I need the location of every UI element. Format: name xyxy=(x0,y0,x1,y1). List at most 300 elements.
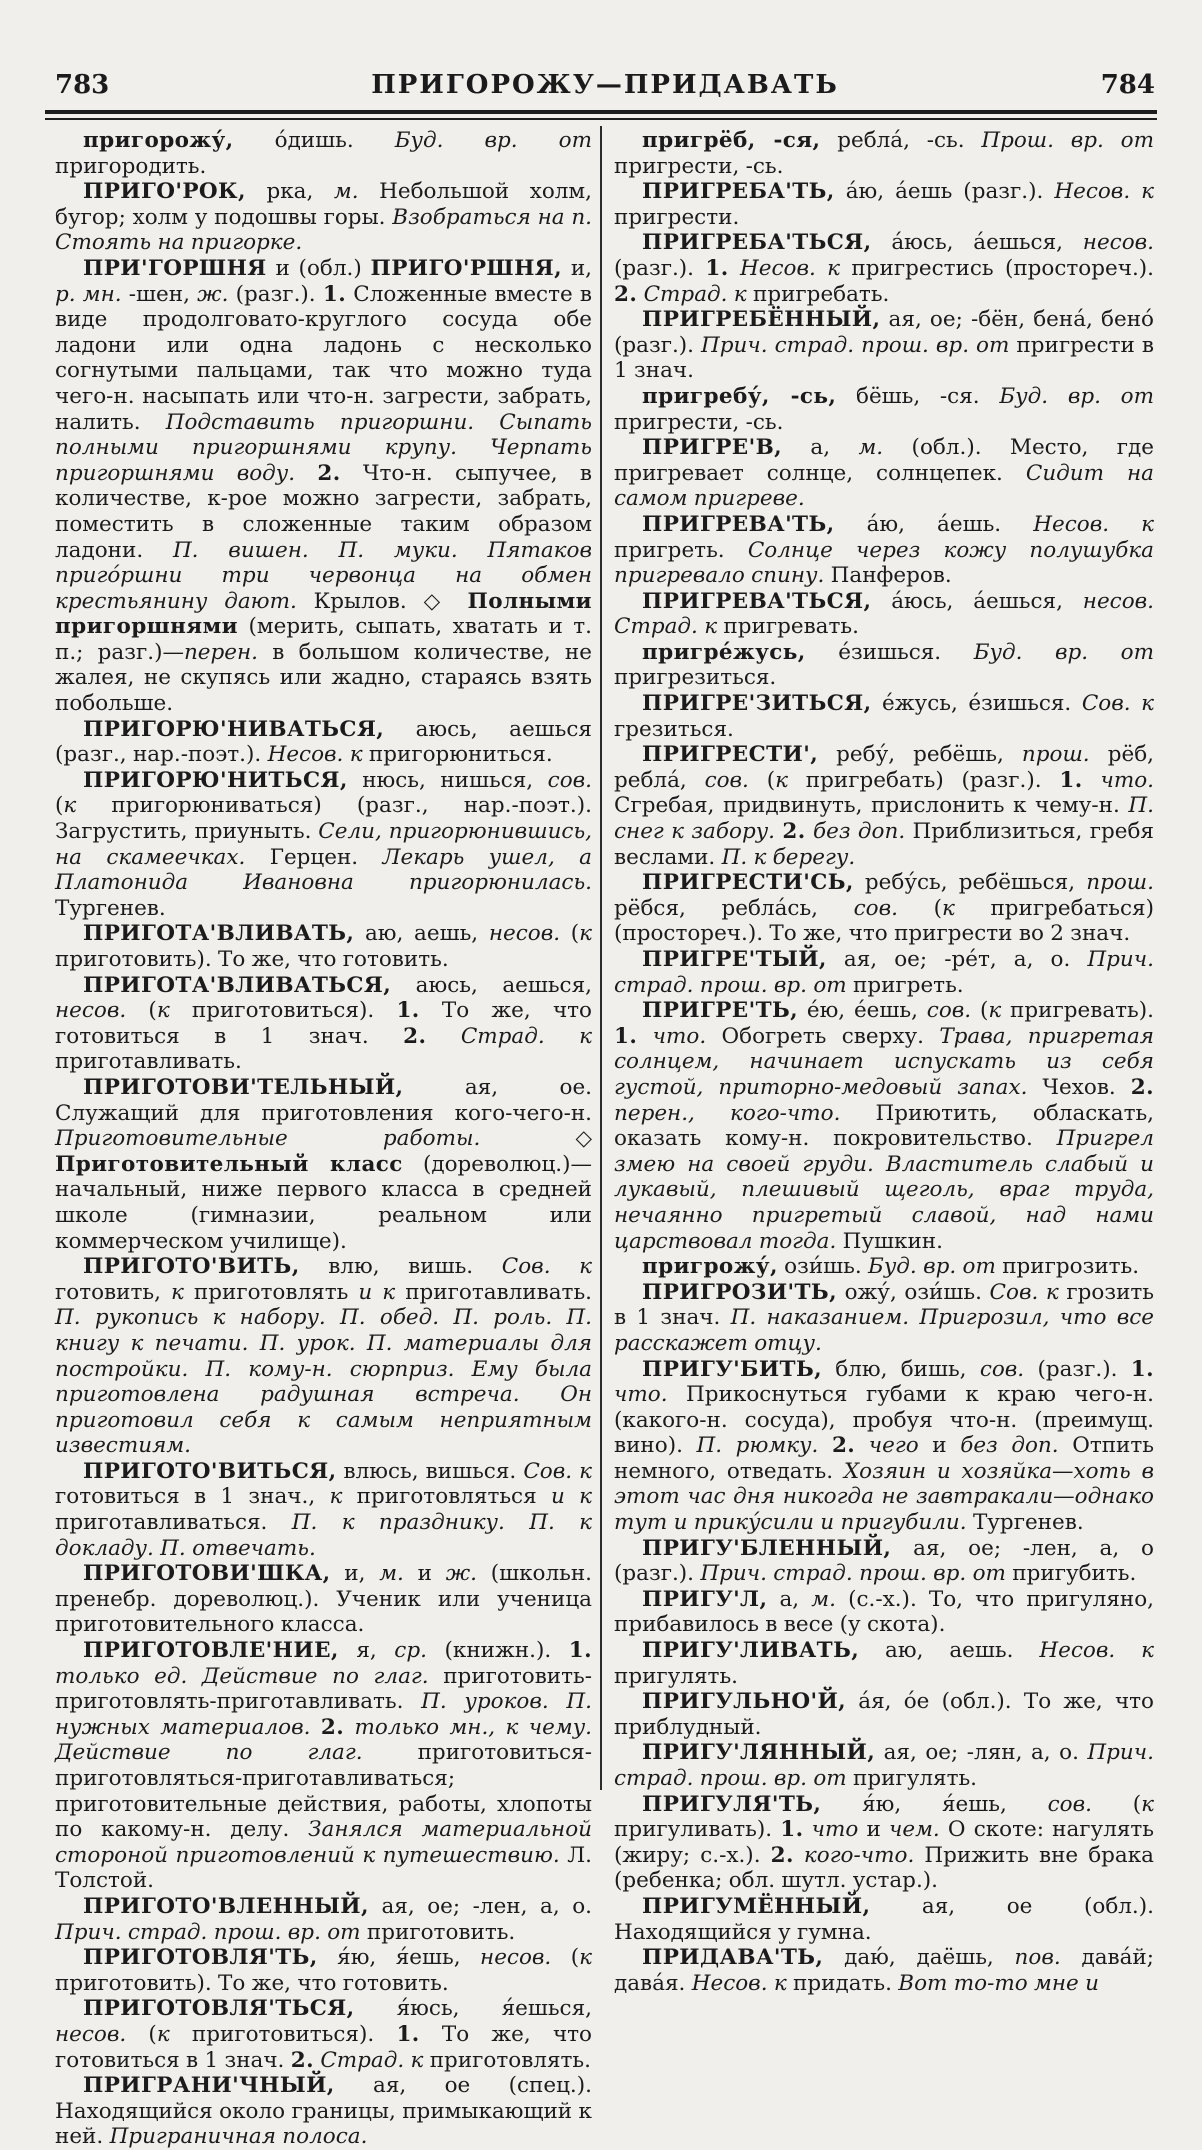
entry-text: и (обл.) xyxy=(266,255,371,281)
entry-text: рёбся, ребла́сь, xyxy=(614,895,854,921)
entry-text xyxy=(729,256,740,281)
italic-label: несов. xyxy=(55,998,127,1024)
italic-label: несов. xyxy=(480,1945,552,1971)
headword: ПРИГОРЮ'НИВАТЬСЯ, xyxy=(83,716,385,742)
dictionary-entry xyxy=(614,1357,1154,1536)
headword: пригребу́, -сь, xyxy=(642,383,837,409)
entry-text: Прикоснуться губами к краю чего-н. (какого-н. сосуда), пробуя что-н. (преимущ. вино). xyxy=(614,1382,1154,1459)
entry-text: Отпить немного, отведать. xyxy=(614,1433,1154,1484)
entry-text: приготовиться-приготовляться-приготавливаться; приготовительные действия, работы, хлопоты по какому-н. делу. xyxy=(55,1740,592,1843)
italic-label: Сидит на самом пригреве. xyxy=(614,460,1154,512)
italic-label: только мн., к чему. Действие по глаг. xyxy=(55,1714,593,1766)
italic-label: Сов. к xyxy=(523,1458,592,1484)
entry-text: Приютить, обласкать, оказать кому-н. покровительство. xyxy=(614,1100,1154,1152)
bold-text: 1. xyxy=(396,2021,420,2047)
entry-text: Чехов. xyxy=(1027,1074,1131,1100)
italic-label: сов. xyxy=(547,767,592,793)
dictionary-entry xyxy=(614,1740,1154,1791)
entry-text: ( xyxy=(560,921,580,947)
headword: пригорожу́, xyxy=(83,128,234,153)
entry-text xyxy=(855,1433,869,1458)
italic-label: П. к празднику. П. к докладу. П. отвечать. xyxy=(55,1510,592,1561)
entry-text: ая, ое; -лен, а, о. xyxy=(368,1893,592,1919)
entry-text: приготовиться). xyxy=(169,2021,397,2047)
dictionary-entry xyxy=(614,1792,1154,1894)
italic-label: к xyxy=(329,1484,343,1510)
headword: ПРИГОТОВЛЕ'НИЕ, xyxy=(83,1638,339,1664)
bold-text: 1. xyxy=(396,998,420,1024)
italic-label: перен. xyxy=(183,639,259,665)
headword: ПРИГУЛЬНО'Й, xyxy=(642,1689,847,1715)
dictionary-entry xyxy=(614,384,1154,435)
entry-text: приготовить-приготовлять-приготавливать. xyxy=(55,1663,592,1715)
dictionary-entry xyxy=(55,1075,592,1254)
italic-label: Сели, пригорюнившись, на скамеечках. xyxy=(55,819,592,870)
italic-label: сов. xyxy=(853,895,898,921)
italic-label: сов. xyxy=(979,1356,1025,1382)
italic-label: Прич. страд. прош. вр. от xyxy=(700,1561,1006,1587)
entry-text: Небольшой холм, бугор; холм у подошвы горы. xyxy=(55,179,592,230)
italic-label: Буд. вр. от xyxy=(868,1254,996,1280)
italic-label: Солнце через кожу полушубка пригревало спину. xyxy=(614,537,1154,589)
headword: ПРИГРЕБЁННЫЙ, xyxy=(642,307,881,333)
entry-text: (разг.). xyxy=(1024,1356,1131,1382)
italic-label: П. наказанием. Пригрозил, что все расскажет отцу. xyxy=(614,1305,1154,1356)
headword: ПРИГРЕ'ЗИТЬСЯ, xyxy=(642,691,872,717)
italic-label: что. xyxy=(1100,767,1154,793)
entry-text: ая, ое; -бён, бена́, бено́ (разг.). xyxy=(614,307,1154,358)
entry-text: Прижить вне брака (ребенка; обл. шутл. устар.). xyxy=(614,1842,1154,1894)
entry-text: и xyxy=(858,1817,889,1843)
entry-text: пригуливать). xyxy=(614,1817,781,1843)
entry-text: (разг.). xyxy=(228,281,323,307)
dictionary-entry xyxy=(614,947,1154,998)
italic-label: Вот то-то мне и xyxy=(898,1970,1099,1996)
entry-text: я́юсь, я́ешься, xyxy=(354,1996,592,2022)
entry-text: Сложенные вместе в виде продолговато-круглого сосуда обе ладони или одна ладонь с несколько согнутыми пальцами, так что можно туда чего-н. насыпать или что-н. загрести, забрать, налить. xyxy=(55,281,593,435)
dictionary-entry xyxy=(55,128,592,179)
entry-text: нюсь, нишься, xyxy=(347,767,548,793)
dictionary-entry xyxy=(55,1945,592,1996)
entry-text xyxy=(295,461,317,486)
entry-text xyxy=(310,1715,320,1740)
entry-text: То же, что готовиться в 1 знач. xyxy=(55,998,592,1049)
italic-label: Сов. к xyxy=(989,1279,1059,1305)
dictionary-entry xyxy=(614,1280,1154,1357)
entry-text: пригорюниться. xyxy=(362,742,553,768)
dictionary-entry xyxy=(614,1894,1154,1945)
entry-text: ◇ xyxy=(480,1126,593,1152)
italic-label: сов. xyxy=(1047,1791,1092,1817)
entry-text: Обогреть сверху. xyxy=(706,1023,940,1049)
column-right xyxy=(614,128,1154,1996)
entry-text: (обл.). Место, где пригревает солнце, солнцепек. xyxy=(614,435,1155,486)
entry-text: пригулять. xyxy=(846,1766,977,1791)
entry-text: пригревать). xyxy=(1001,998,1154,1024)
italic-label: к xyxy=(775,767,788,793)
entry-text: ( xyxy=(971,998,989,1024)
italic-label: ср. xyxy=(394,1638,427,1664)
italic-label: Лекарь ушел, а Платонида Ивановна пригорюнилась. xyxy=(55,844,592,896)
entry-text: приготовляться xyxy=(342,1484,551,1510)
entry-text: ожу́, ози́шь. xyxy=(836,1279,990,1305)
italic-label: Буд. вр. от xyxy=(394,128,592,153)
bold-text: 1. xyxy=(568,1638,592,1664)
entry-text xyxy=(818,1433,832,1458)
entry-text: е́жусь, е́зишься. xyxy=(871,691,1082,717)
italic-label: Несов. к xyxy=(1033,511,1154,537)
italic-label: что. xyxy=(614,1382,668,1408)
entry-text: готовить, xyxy=(55,1279,171,1305)
italic-label: Приготовительные работы. xyxy=(55,1126,481,1152)
bold-text: Приготовительный класс xyxy=(55,1151,403,1177)
entry-text: аю, аешь, xyxy=(354,921,489,947)
entry-text: влюсь, вишься. xyxy=(336,1458,524,1484)
entry-text: (школьн. пренебр. дореволюц.). Ученик или ученица приготовительного класса. xyxy=(55,1561,593,1638)
headword: ПРИГРЕБА'ТЬ, xyxy=(642,179,835,205)
headword: ПРИГРЕ'ТЫЙ, xyxy=(642,947,827,972)
entry-text: и xyxy=(918,1433,961,1459)
italic-label: к xyxy=(156,2021,170,2047)
italic-label: Трава, пригретая солнцем, начинает испускать из себя густой, приторно-медовый запах. xyxy=(614,1023,1154,1100)
italic-label: м. xyxy=(379,1561,404,1587)
italic-label: Прич. страд. прош. вр. от xyxy=(701,332,1010,358)
entry-text: приготовлять. xyxy=(423,2047,591,2073)
bold-text: 1. xyxy=(705,255,729,281)
dictionary-entry xyxy=(55,1996,592,2073)
entry-text xyxy=(344,1715,354,1740)
bold-text: 2. xyxy=(782,819,806,845)
dictionary-entry xyxy=(614,1254,1154,1280)
headword: ПРИДАВА'ТЬ, xyxy=(642,1945,824,1971)
entry-text: приготовить. xyxy=(360,1919,516,1945)
italic-label: Несов. к xyxy=(1054,179,1154,205)
headword: ПРИГОТА'ВЛИВАТЬСЯ, xyxy=(83,972,392,998)
entry-text: ( xyxy=(1091,1791,1142,1817)
italic-label: и к xyxy=(550,1484,592,1510)
entry-text: я́ю, я́ешь, xyxy=(317,1945,481,1971)
dictionary-entry xyxy=(55,973,592,1075)
italic-label: Сов. к xyxy=(1081,691,1154,717)
entry-text: приготовить). То же, что готовить. xyxy=(55,947,449,972)
italic-label: Несов. к xyxy=(1039,1638,1154,1664)
dictionary-entry xyxy=(614,307,1154,384)
headword: ПРИГУ'БИТЬ, xyxy=(642,1356,822,1382)
entry-text: ( xyxy=(897,895,942,921)
italic-label: м. xyxy=(858,435,884,461)
dictionary-entry xyxy=(55,1894,592,1945)
entry-text: рка, xyxy=(245,179,334,205)
italic-label: Страд. к xyxy=(320,2047,424,2073)
italic-label: ж. xyxy=(445,1561,477,1587)
bold-text: ПРИГО'РШНЯ, xyxy=(370,255,563,281)
entry-text: ая, ое. Служащий для приготовления кого-чего-н. xyxy=(55,1074,592,1126)
italic-label: прош. xyxy=(1086,870,1154,896)
italic-label: м. xyxy=(811,1586,836,1612)
entry-text: Что-н. сыпучее, в количестве, к-рое можно загрести, забрать, поместить в сложенные таким образом ладони. xyxy=(55,460,592,563)
entry-text xyxy=(426,1024,460,1049)
entry-text: ( xyxy=(551,1945,580,1971)
italic-label: П. рюмку. xyxy=(696,1433,819,1459)
entry-text: (книжн.). xyxy=(426,1638,569,1664)
headword: ПРИГУ'ЛИВАТЬ, xyxy=(642,1638,860,1664)
italic-label: чего xyxy=(868,1433,919,1459)
italic-label: к xyxy=(941,895,955,921)
dictionary-entry xyxy=(614,435,1154,512)
dictionary-entry xyxy=(55,2073,592,2150)
dictionary-entry xyxy=(614,1638,1154,1689)
entry-text: блю, бишь, xyxy=(821,1356,980,1382)
entry-text: приготовлять xyxy=(183,1279,359,1305)
entry-text: Сгребая, придвинуть, прислонить к чему-н. xyxy=(614,793,1129,819)
italic-label: чем. xyxy=(889,1817,940,1843)
italic-label: что. xyxy=(652,1023,707,1049)
italic-label: к xyxy=(579,921,592,947)
headword: ПРИГРЕ'ТЬ, xyxy=(642,998,798,1024)
italic-label: пов. xyxy=(1014,1945,1061,1971)
entry-text xyxy=(806,819,813,844)
italic-label: Подставить пригоршни. Сыпать полными пригоршнями крупу. Черпать пригоршнями воду. xyxy=(55,409,592,486)
headword: ПРИГОТО'ВИТЬ, xyxy=(83,1254,300,1280)
entry-text: аюсь, аешься (разг., нар.-поэт.). xyxy=(55,716,592,768)
headword: ПРИГОТОВИ'ТЕЛЬНЫЙ, xyxy=(83,1074,404,1100)
entry-text: а́ю, а́ешь. xyxy=(834,511,1034,537)
entry-text: пригорюниваться) (разг., нар.-поэт.). Загрустить, приуныть. xyxy=(55,793,592,845)
entry-text: приготовиться). xyxy=(169,998,397,1024)
italic-label: Буд. вр. от xyxy=(973,639,1154,665)
bold-text: 2. xyxy=(403,1023,427,1049)
italic-label: Страд. к xyxy=(643,281,747,307)
headword: пригре́жусь, xyxy=(642,639,806,665)
column-left xyxy=(55,128,592,2150)
bold-text: 1. xyxy=(1130,1356,1154,1382)
italic-label: Занялся материальной стороной приготовлений к путешествию. xyxy=(55,1817,592,1868)
bold-text: 2. xyxy=(614,281,638,307)
entry-text: аю, аешь. xyxy=(859,1638,1040,1664)
dictionary-entry xyxy=(614,998,1154,1254)
italic-label: несов. xyxy=(55,2021,127,2047)
entry-text: а́юсь, а́ешься, xyxy=(871,230,1083,256)
dictionary-entry xyxy=(55,1459,592,1561)
italic-label: м. xyxy=(333,179,359,205)
entry-text: е́ю, е́ешь, xyxy=(798,998,927,1024)
entry-text: То же, что готовиться в 1 знач. xyxy=(55,2021,592,2073)
entry-text: (дореволюц.)—начальный, ниже первого класса в средней школе (гимназии, реальном или коммерческом училище). xyxy=(55,1151,592,1254)
bold-text: 1. xyxy=(780,1817,804,1843)
entry-text: Приблизиться, гребя веслами. xyxy=(614,819,1154,870)
entry-text: ребла́, -сь. xyxy=(820,128,982,153)
dictionary-entry xyxy=(614,1536,1154,1587)
entry-text: приготавливать. xyxy=(395,1279,592,1305)
italic-label: П. снег к забору. xyxy=(614,793,1154,845)
entry-text: и, xyxy=(562,255,592,281)
italic-label: к xyxy=(1141,1791,1154,1817)
entry-text: пригрести в 1 знач. xyxy=(614,332,1154,384)
italic-label: Несов. к xyxy=(267,742,363,768)
headword: ПРИГУМЁННЫЙ, xyxy=(642,1893,871,1919)
dictionary-entry xyxy=(614,742,1154,870)
entry-text: Тургенев. xyxy=(966,1510,1084,1536)
entry-text: пригрозить. xyxy=(995,1254,1140,1280)
italic-label: прош. xyxy=(1021,742,1090,768)
entry-text: придать. xyxy=(786,1970,899,1996)
dictionary-entry xyxy=(55,179,592,256)
italic-label: Прич. страд. прош. вр. от xyxy=(614,1740,1154,1791)
entry-text: ая, ое; -лян, а, о. xyxy=(875,1740,1088,1766)
dictionary-entry xyxy=(614,128,1154,179)
headword: ПРИГОТО'ВИТЬСЯ, xyxy=(83,1458,337,1484)
entry-text: ( xyxy=(126,2021,157,2047)
headword: пригрожу́, xyxy=(642,1254,778,1280)
headword: ПРИГРАНИ'ЧНЫЙ, xyxy=(83,2073,335,2099)
entry-text: пригрезиться. xyxy=(614,665,777,691)
italic-label: Прич. страд. прош. вр. от xyxy=(614,947,1154,998)
headword: ПРИГРЕСТИ', xyxy=(642,742,819,768)
headword: ПРИГОТОВЛЯ'ТЬ, xyxy=(83,1945,318,1971)
italic-label: Сов. к xyxy=(501,1254,593,1280)
bold-text: 2. xyxy=(770,1842,794,1868)
entry-text: пригрестись (простореч.). xyxy=(840,255,1155,281)
italic-label: несов. Страд. к xyxy=(614,588,1154,640)
italic-label: сов. xyxy=(704,767,749,793)
entry-text: готовиться в 1 знач., xyxy=(55,1484,330,1510)
italic-label: П. к берегу. xyxy=(721,844,856,870)
italic-label: р. мн. xyxy=(55,281,122,307)
headword: ПРИГУ'ЛЯННЫЙ, xyxy=(642,1740,876,1766)
entry-text: е́зишься. xyxy=(805,639,974,665)
entry-text xyxy=(794,1843,804,1868)
headword: ПРИГУ'БЛЕННЫЙ, xyxy=(642,1535,892,1561)
page-number-right: 784 xyxy=(1100,70,1155,100)
dictionary-entry xyxy=(55,921,592,972)
dictionary-entry xyxy=(55,256,592,717)
entry-text: приготовить). То же, что готовить. xyxy=(55,1970,449,1996)
bold-text: 2. xyxy=(1130,1074,1154,1100)
entry-text: пригребать. xyxy=(746,281,890,307)
dictionary-entry xyxy=(614,870,1154,947)
dictionary-entry xyxy=(614,640,1154,691)
entry-text: пригреть. xyxy=(846,972,964,998)
headword: ПРИ'ГОРШНЯ xyxy=(83,255,267,281)
bold-text: 2. xyxy=(320,1714,345,1740)
bold-text: 2. xyxy=(290,2047,314,2073)
italic-label: П. рукопись к набору. П. обед. П. роль. П. книгу к печати. П. урок. П. материалы для постройки. П. кому-н. сюрприз. Ему была приготовлена радушная встреча. Он приготовил себя к самым неприятным известиям. xyxy=(55,1305,592,1459)
italic-label: Несов. к xyxy=(740,255,841,281)
italic-label: и к xyxy=(358,1279,396,1305)
entry-text xyxy=(803,1817,811,1842)
italic-label: к xyxy=(170,1279,184,1305)
italic-label: несов. xyxy=(488,921,561,947)
italic-label: кого-что. xyxy=(803,1842,915,1868)
entry-text: ая, ое; -лен, а, о (разг.). xyxy=(614,1535,1154,1587)
headword: ПРИГОТО'ВЛЕННЫЙ, xyxy=(83,1893,369,1919)
page-number-left: 783 xyxy=(55,70,110,100)
dictionary-entry xyxy=(614,589,1154,640)
entry-text: влю, вишь. xyxy=(299,1254,502,1280)
entry-text: ози́шь. xyxy=(777,1254,869,1280)
entry-text: пригрести, -сь. xyxy=(614,409,784,435)
headword: ПРИГОТОВИ'ШКА, xyxy=(83,1561,331,1587)
headword: ПРИГУ'Л, xyxy=(642,1586,768,1612)
italic-label: Страд. к xyxy=(460,1023,592,1049)
headword: пригрёб, -ся, xyxy=(642,128,821,153)
headword: ПРИГРЕВА'ТЬСЯ, xyxy=(642,588,872,614)
entry-text: Л. Толстой. xyxy=(55,1842,592,1894)
italic-label: Несов. к xyxy=(691,1970,787,1996)
entry-text: -шен, xyxy=(121,281,198,307)
entry-text: я́ю, я́ешь, xyxy=(821,1791,1048,1817)
italic-label: без доп. xyxy=(812,819,906,845)
entry-text: ( xyxy=(748,767,776,793)
entry-text: (с.-х.). То, что пригуляно, прибавилось в весе (у скота). xyxy=(614,1586,1154,1638)
dictionary-entry xyxy=(55,1254,592,1459)
italic-label: сов. xyxy=(926,998,972,1024)
entry-text xyxy=(637,1024,652,1049)
entry-text: Панферов. xyxy=(824,563,952,589)
italic-label: к xyxy=(63,793,77,819)
entry-text: а, xyxy=(782,435,859,461)
entry-text: пригородить. xyxy=(55,153,207,179)
bold-text: 1. xyxy=(322,281,347,307)
italic-label: к xyxy=(579,1945,592,1971)
dictionary-entry xyxy=(614,179,1154,230)
entry-text: приготавливать. xyxy=(55,1049,242,1075)
column-divider xyxy=(600,126,602,1790)
dictionary-entry xyxy=(614,512,1154,589)
entry-text: а́ю, а́ешь (разг.). xyxy=(834,179,1055,205)
dictionary-entry xyxy=(55,1561,592,1638)
italic-label: без доп. xyxy=(960,1433,1059,1459)
entry-text: ая, ое (обл.). Находящийся у гумна. xyxy=(614,1893,1154,1945)
entry-text: рёб, ребла́, xyxy=(614,742,1154,793)
entry-text: а, xyxy=(767,1586,812,1612)
italic-label: что xyxy=(811,1817,859,1843)
entry-text: Герцен. xyxy=(245,844,383,870)
entry-text: Пушкин. xyxy=(836,1228,943,1254)
italic-label: к xyxy=(156,998,170,1024)
entry-text: ребу́сь, ребёшься, xyxy=(853,870,1087,896)
entry-text: пригулять. xyxy=(614,1663,738,1689)
bold-text: 1. xyxy=(614,1023,638,1049)
entry-text xyxy=(1083,768,1101,793)
italic-label: Взобраться на п. Стоять на пригорке. xyxy=(55,204,592,256)
entry-text: и xyxy=(403,1561,446,1587)
headword: ПРИГРОЗИ'ТЬ, xyxy=(642,1279,837,1305)
running-title: ПРИГОРОЖУ—ПРИДАВАТЬ xyxy=(371,70,839,100)
entry-text: а́юсь, а́ешься, xyxy=(871,588,1083,614)
headword: ПРИГОРЮ'НИТЬСЯ, xyxy=(83,767,348,793)
dictionary-entry xyxy=(55,768,592,922)
dictionary-entry xyxy=(614,230,1154,307)
entry-text: пригубить. xyxy=(1005,1561,1137,1587)
entry-text: ( xyxy=(55,793,64,819)
entry-text: ая, ое; -ре́т, а, о. xyxy=(826,947,1088,972)
italic-label: П. уроков. П. нужных материалов. xyxy=(55,1689,592,1740)
entry-text: в большом количестве, не жалея, не скупясь или жадно, стараясь взять побольше. xyxy=(55,639,592,717)
bold-text: 1. xyxy=(1059,767,1083,793)
headword: ПРИГОТОВЛЯ'ТЬСЯ, xyxy=(83,1996,355,2022)
entry-text: а́я, о́е (обл.). То же, что приблудный. xyxy=(614,1689,1154,1740)
bold-text: Полными пригоршнями xyxy=(55,588,593,640)
entry-text: аюсь, аешься, xyxy=(391,972,592,998)
headword: ПРИГРЕВА'ТЬ, xyxy=(642,511,835,537)
entry-text: ая, ое (спец.). Находящийся около границы, примыкающий к ней. xyxy=(55,2073,592,2150)
headword: ПРИГУЛЯ'ТЬ, xyxy=(642,1791,822,1817)
entry-text: пригревать. xyxy=(717,614,859,640)
entry-text: (мерить, сыпать, хватать и т. п.; разг.)— xyxy=(55,614,592,665)
entry-text: о́дишь. xyxy=(233,128,395,153)
entry-text: ребу́, ребёшь, xyxy=(818,742,1022,768)
